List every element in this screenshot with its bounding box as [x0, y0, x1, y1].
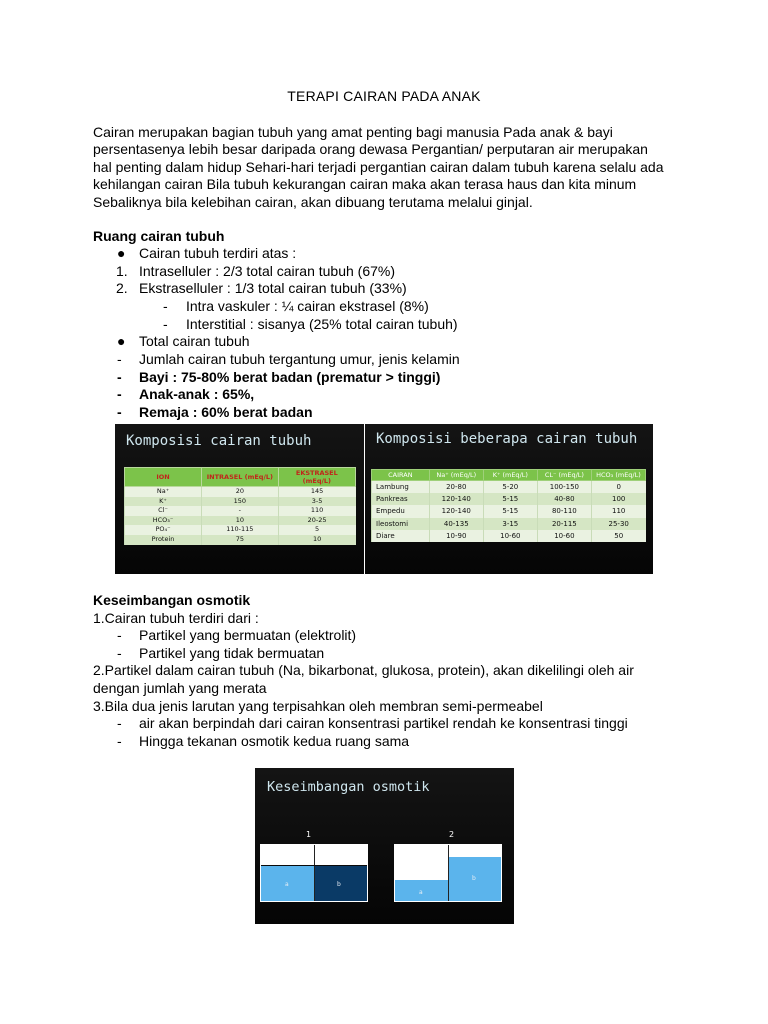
column-header: HCO₃ (mEq/L) [591, 470, 645, 481]
table-cell: Empedu [372, 505, 430, 517]
list-item: 3.Bila dua jenis larutan yang terpisahkan oleh membran semi-permeabel [93, 698, 543, 714]
bullet-marker: ● [117, 333, 126, 349]
intro-line: kehilangan cairan Bila tubuh kekurangan cairan maka akan terasa haus dan kita minum [93, 176, 637, 193]
table-header-row [372, 470, 646, 481]
bullet-marker: ● [117, 245, 126, 261]
label-b: b [337, 881, 341, 888]
list-item: Anak-anak : 65%, [139, 386, 255, 402]
table-cell: 25-30 [591, 518, 645, 530]
container-1-top-left [261, 845, 314, 865]
table-cell: Ileostomi [372, 518, 430, 530]
table-cell: 100 [591, 493, 645, 505]
table-cell: 80-110 [537, 505, 591, 517]
table-cell: 40-135 [429, 518, 483, 530]
table-cell: Protein [125, 535, 202, 545]
dash-marker: - [117, 715, 122, 731]
table-cell: 120-140 [429, 505, 483, 517]
list-item: Ekstraselluler : 1/3 total cairan tubuh (33%) [139, 280, 407, 296]
table-cell: 5-20 [483, 481, 537, 494]
dash-marker: - [117, 386, 122, 402]
table-row [125, 487, 356, 497]
dash-marker: - [117, 404, 122, 420]
list-item: air akan berpindah dari cairan konsentrasi partikel rendah ke konsentrasi tinggi [139, 715, 628, 731]
table-cell: 10 [202, 516, 279, 526]
table-cell: 100-150 [537, 481, 591, 494]
list-item: Partikel yang bermuatan (elektrolit) [139, 627, 357, 643]
container-2-top-right [448, 845, 501, 857]
panel-1-label: 1 [306, 830, 312, 839]
table-row [125, 497, 356, 507]
list-item: Bayi : 75-80% berat badan (prematur > tinggi) [139, 369, 441, 385]
table-cell: 3-5 [278, 497, 355, 507]
intro-line: hal penting dalam hidup Sehari-hari terjadi pergantian cairan dalam tubuh karena selalu ada [93, 158, 664, 175]
table-cell: 5-15 [483, 493, 537, 505]
table-cell: Pankreas [372, 493, 430, 505]
column-header: Na⁺ (mEq/L) [429, 470, 483, 481]
column-header: CL⁻ (mEq/L) [537, 470, 591, 481]
table-cell: 5-15 [483, 505, 537, 517]
table-row [125, 516, 356, 526]
list-item: Jumlah cairan tubuh tergantung umur, jenis kelamin [139, 351, 460, 367]
table-cell: K⁺ [125, 497, 202, 507]
paragraph-2 [93, 662, 674, 697]
slide-title: Komposisi beberapa cairan tubuh [376, 431, 638, 447]
dash-marker: - [117, 733, 122, 749]
slide-komposisi-cairan-tubuh [115, 424, 364, 574]
table-cell: 10-90 [429, 530, 483, 542]
table-cell: Na⁺ [125, 487, 202, 497]
table-row [372, 505, 646, 517]
column-header: CAIRAN [372, 470, 430, 481]
table-cell: 20-80 [429, 481, 483, 494]
panel-2-label: 2 [449, 830, 455, 839]
dash-marker: - [163, 316, 168, 332]
table-cell: 10-60 [537, 530, 591, 542]
table-cell: 75 [202, 535, 279, 545]
table-header-row [125, 468, 356, 487]
table-row [125, 525, 356, 535]
column-header: ION [125, 468, 202, 487]
slide-keseimbangan-osmotik [255, 768, 514, 924]
table-cell: 150 [202, 497, 279, 507]
column-header: INTRASEL (mEq/L) [202, 468, 279, 487]
table-cell: 10 [278, 535, 355, 545]
container-1 [260, 844, 368, 902]
intro-line: Sebaliknya bila kelebihan cairan, akan dibuang terutama melalui ginjal. [93, 193, 533, 210]
list-item: Interstitial : sisanya (25% total cairan tubuh) [186, 316, 458, 332]
ion-table [124, 467, 356, 545]
table-cell: 110 [591, 505, 645, 517]
slide-komposisi-beberapa-cairan [365, 424, 653, 574]
label-b: b [472, 875, 476, 882]
list-item: Hingga tekanan osmotik kedua ruang sama [139, 733, 410, 749]
label-a: a [285, 881, 289, 888]
table-cell: 20 [202, 487, 279, 497]
section-heading-ruang-cairan: Ruang cairan tubuh [93, 228, 225, 244]
list-item: Cairan tubuh terdiri atas : [139, 245, 297, 261]
page-title: TERAPI CAIRAN PADA ANAK [287, 88, 481, 104]
intro-paragraph [93, 124, 674, 211]
dash-marker: - [117, 627, 122, 643]
table-cell: 10-60 [483, 530, 537, 542]
table-cell: 20-115 [537, 518, 591, 530]
table-row [372, 530, 646, 542]
table-cell: 20-25 [278, 516, 355, 526]
dash-marker: - [117, 645, 122, 661]
table-cell: Diare [372, 530, 430, 542]
table-row [372, 493, 646, 505]
container-2 [394, 844, 502, 902]
section-heading-keseimbangan: Keseimbangan osmotik [93, 592, 251, 608]
table-cell: Cl⁻ [125, 506, 202, 516]
slide-title: Keseimbangan osmotik [267, 779, 430, 795]
table-row [372, 518, 646, 530]
column-header: K⁺ (mEq/L) [483, 470, 537, 481]
table-cell: HCO₃⁻ [125, 516, 202, 526]
dash-marker: - [117, 351, 122, 367]
list-item: Intra vaskuler : ¼ cairan ekstrasel (8%) [186, 298, 429, 314]
fluid-composition-table [371, 469, 646, 542]
list-item: Partikel yang tidak bermuatan [139, 645, 325, 661]
intro-line: persentasenya lebih besar daripada orang dewasa Pergantian/ perputaran air merupakan [93, 141, 648, 158]
dash-marker: - [117, 369, 122, 385]
number-marker: 1. [116, 263, 128, 279]
number-marker: 2. [116, 280, 128, 296]
table-cell: 110-115 [202, 525, 279, 535]
table-cell: 145 [278, 487, 355, 497]
intro-line: Cairan merupakan bagian tubuh yang amat penting bagi manusia Pada anak & bayi [93, 124, 613, 140]
list-item: Remaja : 60% berat badan [139, 404, 313, 420]
table-cell: 5 [278, 525, 355, 535]
table-cell: 0 [591, 481, 645, 494]
label-a: a [419, 889, 423, 896]
table-cell: 110 [278, 506, 355, 516]
container-2-top-left [395, 845, 448, 880]
table-row [125, 535, 356, 545]
list-item: Total cairan tubuh [139, 333, 250, 349]
table-cell: 3-15 [483, 518, 537, 530]
table-cell: 50 [591, 530, 645, 542]
table-row [372, 481, 646, 494]
table-row [125, 506, 356, 516]
list-item: Intraselluler : 2/3 total cairan tubuh (67%) [139, 263, 396, 279]
container-1-top-right [314, 845, 367, 865]
table-cell: 40-80 [537, 493, 591, 505]
dash-marker: - [163, 298, 168, 314]
table-cell: 120-140 [429, 493, 483, 505]
column-header: EKSTRASEL (mEq/L) [278, 468, 355, 487]
table-cell: Lambung [372, 481, 430, 494]
paragraph-line: 2.Partikel dalam cairan tubuh (Na, bikarbonat, glukosa, protein), akan dikelilingi oleh air [93, 662, 634, 678]
list-item: 1.Cairan tubuh terdiri dari : [93, 610, 259, 626]
table-cell: - [202, 506, 279, 516]
slide-title: Komposisi cairan tubuh [126, 433, 312, 449]
paragraph-line: dengan jumlah yang merata [93, 679, 267, 696]
table-cell: PO₄⁻ [125, 525, 202, 535]
